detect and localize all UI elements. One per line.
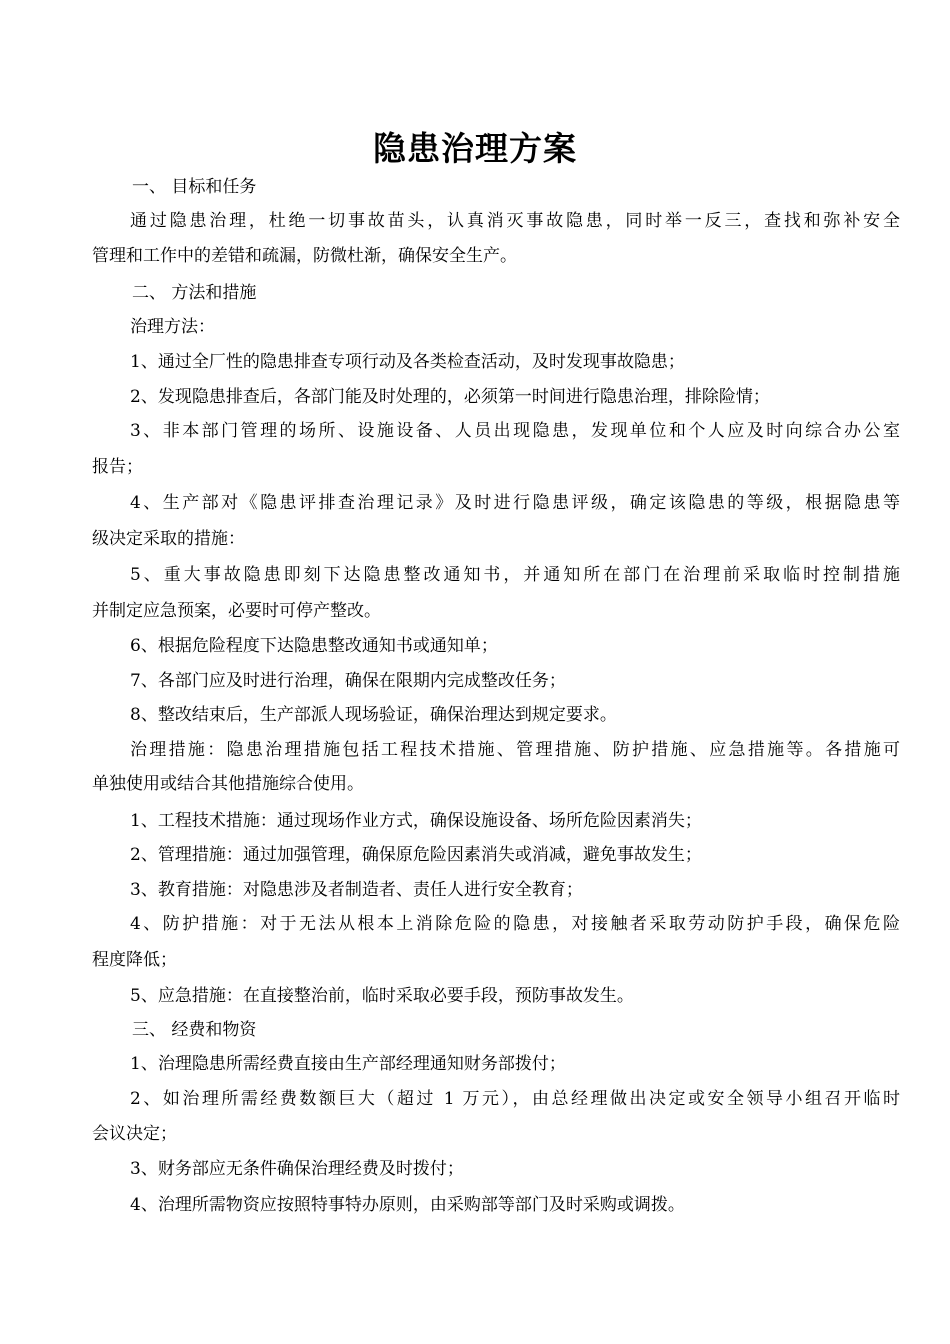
list-item-continuation: 并制定应急预案，必要时可停产整改。 <box>92 601 381 621</box>
list-item: 5、应急措施：在直接整治前，临时采取必要手段，预防事故发生。 <box>130 986 634 1006</box>
list-item: 4、防护措施：对于无法从根本上消除危险的隐患，对接触者采取劳动防护手段，确保危险 <box>130 914 900 934</box>
list-item: 4、治理所需物资应按照特事特办原则，由采购部等部门及时采购或调拨。 <box>130 1195 685 1215</box>
section-heading-2: 二、 方法和措施 <box>132 283 257 303</box>
document-title: 隐患治理方案 <box>373 129 577 168</box>
paragraph-line: 单独使用或结合其他措施综合使用。 <box>92 774 364 794</box>
list-item: 1、治理隐患所需经费直接由生产部经理通知财务部拨付； <box>130 1054 566 1074</box>
list-item: 3、财务部应无条件确保治理经费及时拨付； <box>130 1159 464 1179</box>
list-item: 8、整改结束后，生产部派人现场验证，确保治理达到规定要求。 <box>130 705 617 725</box>
paragraph-line: 通过隐患治理，杜绝一切事故苗头，认真消灭事故隐患，同时举一反三，查找和弥补安全 <box>130 211 900 231</box>
subheading-methods: 治理方法： <box>130 317 215 337</box>
list-item: 4、生产部对《隐患评排查治理记录》及时进行隐患评级，确定该隐患的等级，根据隐患等 <box>130 493 900 513</box>
section-heading-3: 三、 经费和物资 <box>132 1020 257 1040</box>
list-item: 1、工程技术措施：通过现场作业方式，确保设施设备、场所危险因素消失； <box>130 811 702 831</box>
list-item: 6、根据危险程度下达隐患整改通知书或通知单； <box>130 636 498 656</box>
list-item: 3、非本部门管理的场所、设施设备、人员出现隐患，发现单位和个人应及时向综合办公室 <box>130 421 900 441</box>
paragraph-line: 治理措施：隐患治理措施包括工程技术措施、管理措施、防护措施、应急措施等。各措施可 <box>130 740 900 760</box>
list-item: 5、重大事故隐患即刻下达隐患整改通知书，并通知所在部门在治理前采取临时控制措施 <box>130 565 900 585</box>
section-heading-1: 一、 目标和任务 <box>132 177 257 197</box>
list-item: 2、管理措施：通过加强管理，确保原危险因素消失或消减，避免事故发生； <box>130 845 702 865</box>
paragraph-line: 管理和工作中的差错和疏漏，防微杜渐，确保安全生产。 <box>92 246 517 266</box>
list-item: 3、教育措施：对隐患涉及者制造者、责任人进行安全教育； <box>130 880 583 900</box>
list-item-continuation: 级决定采取的措施： <box>92 529 245 549</box>
list-item: 1、通过全厂性的隐患排查专项行动及各类检查活动，及时发现事故隐患； <box>130 352 685 372</box>
list-item: 7、各部门应及时进行治理，确保在限期内完成整改任务； <box>130 671 566 691</box>
list-item: 2、发现隐患排查后，各部门能及时处理的，必须第一时间进行隐患治理，排除险情； <box>130 387 770 407</box>
list-item: 2、如治理所需经费数额巨大（超过 1 万元），由总经理做出决定或安全领导小组召开临时 <box>130 1089 900 1109</box>
list-item-continuation: 会议决定； <box>92 1124 177 1144</box>
list-item-continuation: 报告； <box>92 457 143 477</box>
list-item-continuation: 程度降低； <box>92 950 177 970</box>
